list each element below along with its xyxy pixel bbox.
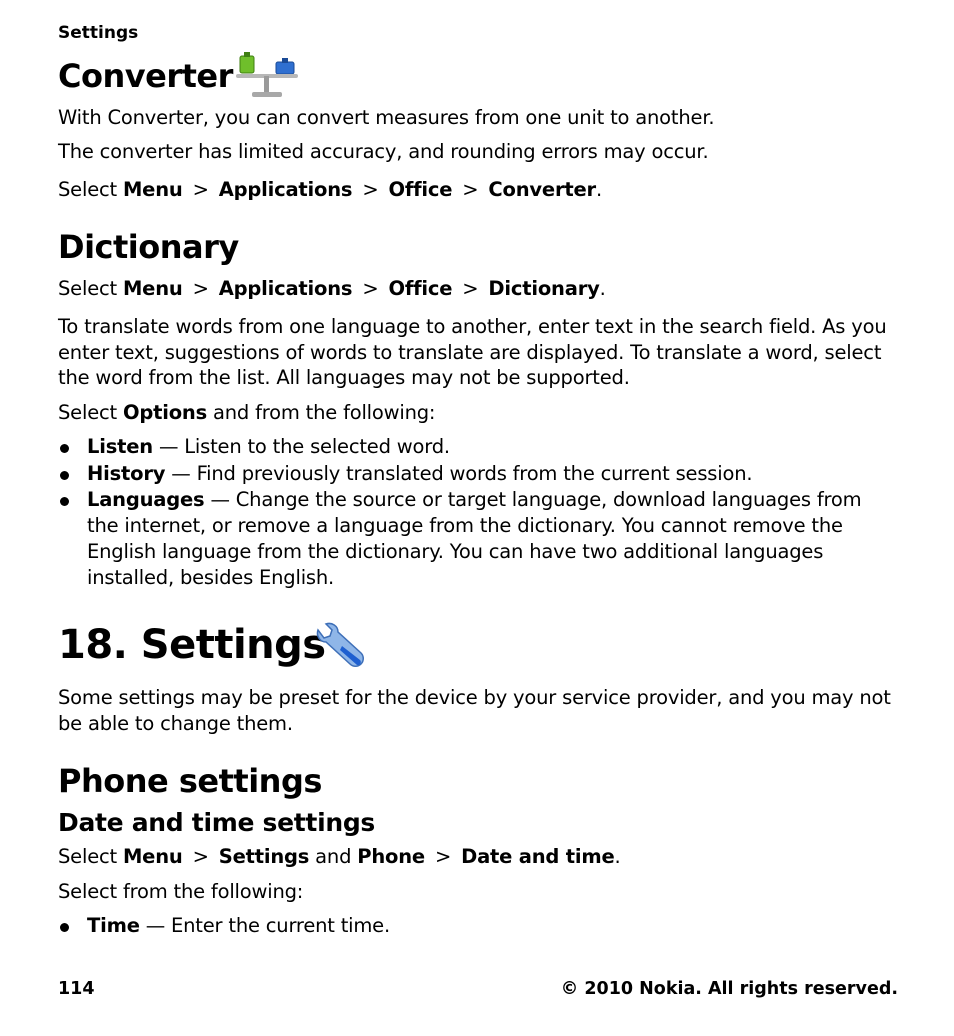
phone-settings-paragraph-2: Select from the following: bbox=[58, 880, 304, 903]
dictionary-options-line: Select Options and from the following: bbox=[58, 401, 436, 424]
bullet-dot bbox=[60, 497, 69, 506]
copyright: © 2010 Nokia. All rights reserved. bbox=[560, 979, 898, 999]
chapter-paragraph-1: Some settings may be preset for the device by your service provider, and you may not be able to change them. bbox=[58, 686, 891, 735]
page-number: 114 bbox=[58, 979, 95, 999]
path-settings: Settings bbox=[218, 845, 310, 868]
scale-icon bbox=[234, 50, 300, 100]
phone-settings-title: Phone settings bbox=[58, 762, 322, 800]
dictionary-menu-path: Select Menu > Applications > Office > Dictionary. bbox=[58, 277, 606, 300]
bullet-dot bbox=[60, 923, 69, 932]
path-dictionary: Dictionary bbox=[488, 277, 600, 300]
path-menu: Menu bbox=[122, 178, 183, 201]
path-converter: Converter bbox=[488, 178, 596, 201]
chapter-title: 18. Settings bbox=[58, 622, 326, 668]
wrench-icon bbox=[314, 622, 366, 670]
path-office: Office bbox=[388, 277, 453, 300]
path-date-and-time: Date and time bbox=[461, 845, 615, 868]
dictionary-title: Dictionary bbox=[58, 228, 239, 266]
dictionary-paragraph-1: To translate words from one language to another, enter text in the search field. As you enter text, suggestions of words to translate are displayed. To translate a word, select the word from the list. All languages may not be supported. bbox=[58, 315, 887, 389]
path-applications: Applications bbox=[218, 277, 353, 300]
converter-heading bbox=[58, 57, 233, 95]
date-time-settings-title: Date and time settings bbox=[58, 808, 376, 837]
bullet-dot bbox=[60, 471, 69, 480]
path-office: Office bbox=[388, 178, 453, 201]
converter-menu-path: Select Menu > Applications > Office > Converter. bbox=[58, 178, 602, 201]
converter-paragraph-1: With Converter, you can convert measures from one unit to another. bbox=[58, 106, 715, 129]
phone-settings-menu-path: Select Menu > Settings and Phone > Date and time. bbox=[58, 845, 621, 868]
path-phone: Phone bbox=[357, 845, 425, 868]
converter-title: Converter bbox=[58, 57, 233, 95]
path-applications: Applications bbox=[218, 178, 353, 201]
path-menu: Menu bbox=[122, 277, 183, 300]
path-menu: Menu bbox=[122, 845, 183, 868]
bullet-dot bbox=[60, 444, 69, 453]
converter-paragraph-2: The converter has limited accuracy, and rounding errors may occur. bbox=[58, 140, 709, 163]
running-head: Settings bbox=[58, 23, 139, 43]
